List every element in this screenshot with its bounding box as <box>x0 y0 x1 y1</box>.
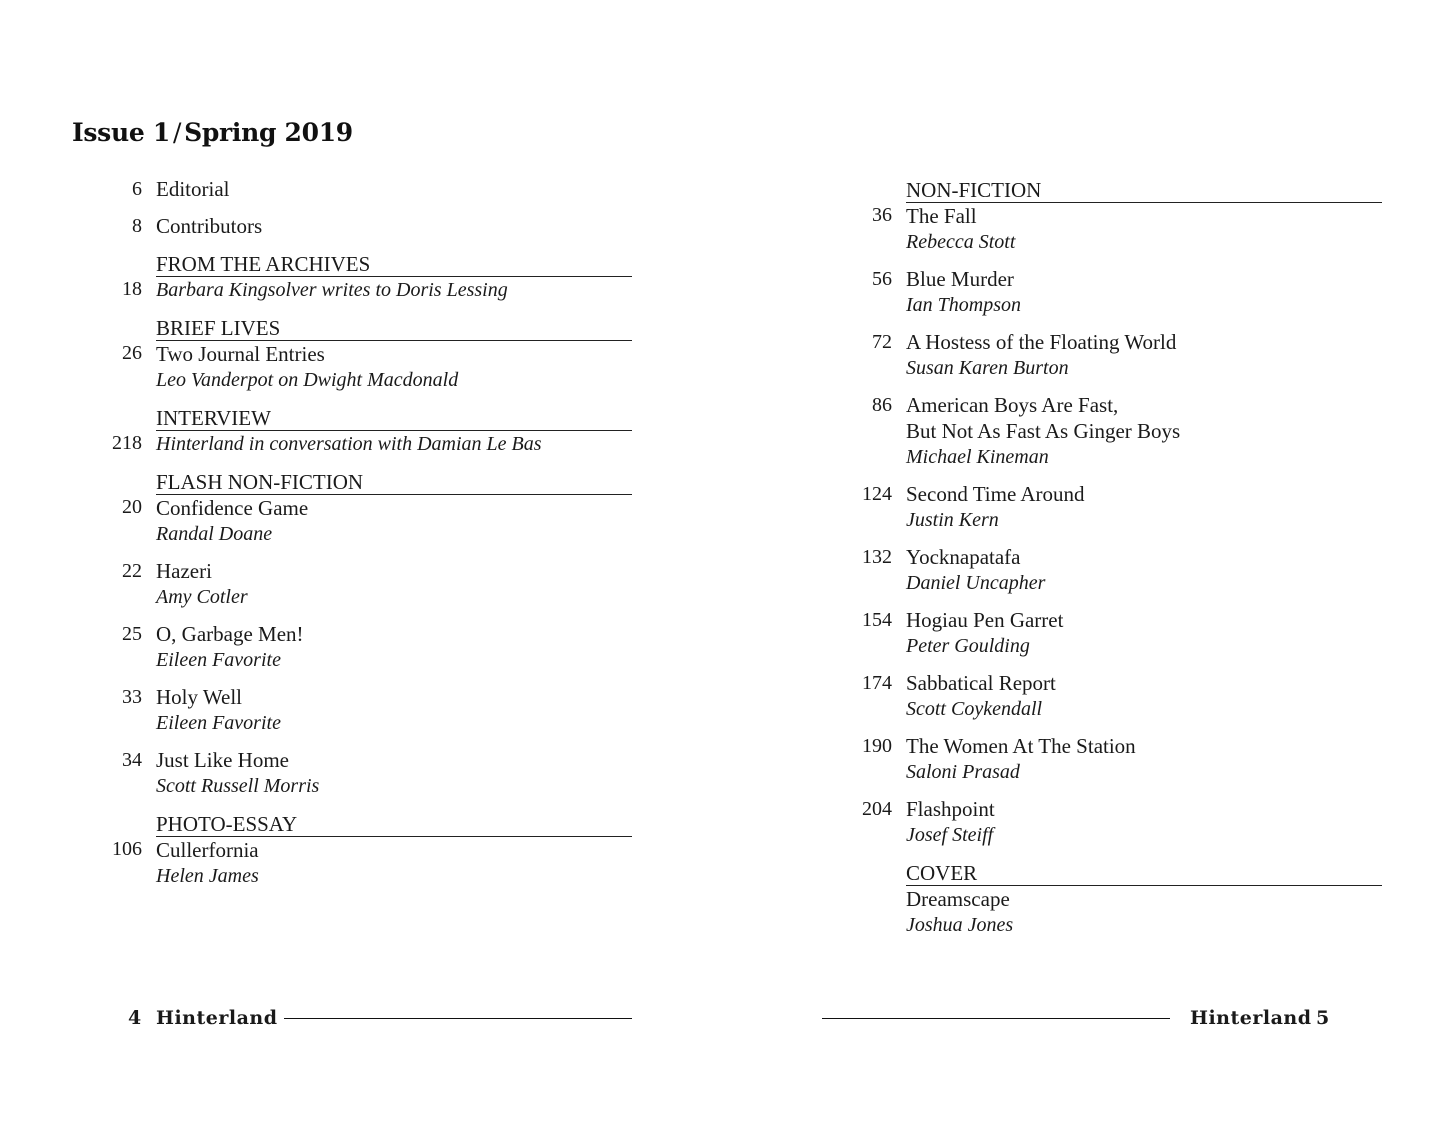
entry-title: Yocknapatafa <box>906 545 1021 569</box>
entry-author: Scott Russell Morris <box>156 775 320 797</box>
contents-entry <box>100 684 632 736</box>
section-heading: COVER <box>906 859 1382 886</box>
issue-number: Issue 1 <box>72 118 170 147</box>
page-number: 6 <box>132 178 142 200</box>
contents-entry <box>100 558 632 610</box>
issue-title <box>72 118 353 147</box>
entry-title: Contributors <box>156 214 263 238</box>
footer-rule-left <box>284 1018 632 1019</box>
entry-body <box>156 314 632 393</box>
entry-author: Josef Steiff <box>906 824 994 846</box>
contents-entry <box>100 250 632 303</box>
entry-body <box>156 747 632 799</box>
contents-entry <box>850 266 1382 318</box>
entry-title-continued: But Not As Fast As Ginger Boys <box>906 419 1181 443</box>
page-number: 36 <box>872 204 892 226</box>
entry-title: Editorial <box>156 177 230 201</box>
page-number: 190 <box>862 735 892 757</box>
entry-author: Leo Vanderpot on Dwight Macdonald <box>156 369 459 391</box>
entry-author: Peter Goulding <box>906 635 1030 657</box>
entry-author: Eileen Favorite <box>156 712 281 734</box>
page-number: 18 <box>122 278 142 300</box>
page-number-right: 5 <box>1316 1007 1331 1029</box>
entry-body <box>906 481 1382 533</box>
entry-body <box>156 684 632 736</box>
section-heading: PHOTO-ESSAY <box>156 810 632 837</box>
contents-entry <box>100 468 632 547</box>
page-number: 86 <box>872 394 892 416</box>
entry-title: Two Journal Entries <box>156 342 325 366</box>
page-number: 33 <box>122 686 142 708</box>
page-number: 132 <box>862 546 892 568</box>
entry-author: Rebecca Stott <box>906 231 1016 253</box>
contents-entry <box>100 621 632 673</box>
magazine-name-right: Hinterland <box>1190 1007 1312 1029</box>
contents-entry <box>850 329 1382 381</box>
contents-entry <box>850 670 1382 722</box>
page-number <box>850 859 906 938</box>
contents-entry <box>100 213 632 239</box>
entry-author: Eileen Favorite <box>156 649 281 671</box>
entry-title: American Boys Are Fast, <box>906 393 1119 417</box>
entry-title: Cullerfornia <box>156 838 259 862</box>
entry-author: Barbara Kingsolver writes to Doris Lessing <box>156 279 508 301</box>
title-separator: / <box>172 118 182 147</box>
footer-rule-right <box>822 1018 1170 1019</box>
page-number: 106 <box>112 838 142 860</box>
page-number: 154 <box>862 609 892 631</box>
contents-entry <box>850 481 1382 533</box>
entry-title: Blue Murder <box>906 267 1014 291</box>
section-heading: BRIEF LIVES <box>156 314 632 341</box>
entry-body <box>156 810 632 889</box>
entry-body <box>906 859 1382 938</box>
entry-title: Confidence Game <box>156 496 309 520</box>
page-number: 56 <box>872 268 892 290</box>
contents-entry <box>850 176 1382 255</box>
contents-entry <box>100 314 632 393</box>
contents-entry <box>100 810 632 889</box>
entry-body <box>906 796 1382 848</box>
entry-body <box>906 266 1382 318</box>
page-number: 20 <box>122 496 142 518</box>
footer-right <box>822 1003 1330 1033</box>
section-heading: INTERVIEW <box>156 404 632 431</box>
entry-body <box>156 621 632 673</box>
entry-author: Susan Karen Burton <box>906 357 1069 379</box>
entry-title: Hazeri <box>156 559 212 583</box>
entry-body <box>906 670 1382 722</box>
entry-body <box>156 468 632 547</box>
page-number: 204 <box>862 798 892 820</box>
contents-entry <box>850 544 1382 596</box>
entry-title: A Hostess of the Floating World <box>906 330 1177 354</box>
entry-body <box>156 176 632 202</box>
contents-left-column <box>100 176 632 900</box>
section-heading: FLASH NON-FICTION <box>156 468 632 495</box>
contents-entry <box>850 859 1382 938</box>
entry-author: Amy Cotler <box>156 586 248 608</box>
entry-body <box>906 329 1382 381</box>
entry-title: Flashpoint <box>906 797 995 821</box>
entry-author: Justin Kern <box>906 509 999 531</box>
entry-title: Second Time Around <box>906 482 1085 506</box>
section-heading: FROM THE ARCHIVES <box>156 250 632 277</box>
entry-title: Holy Well <box>156 685 242 709</box>
entry-title: Just Like Home <box>156 748 289 772</box>
entry-title: The Fall <box>906 204 977 228</box>
entry-title: Sabbatical Report <box>906 671 1056 695</box>
page-number: 26 <box>122 342 142 364</box>
entry-author: Scott Coykendall <box>906 698 1043 720</box>
entry-author: Randal Doane <box>156 523 273 545</box>
magazine-name-left: Hinterland <box>156 1007 278 1029</box>
entry-body <box>156 250 632 303</box>
entry-body <box>156 558 632 610</box>
entry-author: Helen James <box>156 865 259 887</box>
footer-left <box>100 1003 632 1033</box>
contents-entry <box>100 747 632 799</box>
contents-entry <box>850 392 1382 470</box>
entry-title: The Women At The Station <box>906 734 1136 758</box>
contents-entry <box>100 404 632 457</box>
entry-title: O, Garbage Men! <box>156 622 304 646</box>
entry-author: Hinterland in conversation with Damian Le Bas <box>156 433 542 455</box>
entry-author: Michael Kineman <box>906 446 1049 468</box>
section-heading: NON-FICTION <box>906 176 1382 203</box>
entry-body <box>156 213 632 239</box>
contents-entry <box>850 733 1382 785</box>
entry-body <box>906 733 1382 785</box>
entry-title: Hogiau Pen Garret <box>906 608 1064 632</box>
entry-author: Ian Thompson <box>906 294 1022 316</box>
contents-entry <box>100 176 632 202</box>
page-number: 34 <box>122 749 142 771</box>
issue-season: Spring 2019 <box>184 118 353 147</box>
contents-entry <box>850 607 1382 659</box>
entry-body <box>156 404 632 457</box>
page-number: 218 <box>112 432 142 454</box>
contents-entry <box>850 796 1382 848</box>
entry-author: Joshua Jones <box>906 914 1014 936</box>
entry-body <box>906 392 1382 470</box>
contents-right-column <box>850 176 1382 949</box>
entry-body <box>906 176 1382 255</box>
page-number: 25 <box>122 623 142 645</box>
entry-body <box>906 607 1382 659</box>
page-number: 22 <box>122 560 142 582</box>
entry-author: Daniel Uncapher <box>906 572 1046 594</box>
entry-title: Dreamscape <box>906 887 1010 911</box>
page-number: 8 <box>132 215 142 237</box>
page-number: 124 <box>862 483 892 505</box>
entry-body <box>906 544 1382 596</box>
entry-author: Saloni Prasad <box>906 761 1020 783</box>
page-number: 72 <box>872 331 892 353</box>
page-number-left: 4 <box>128 1007 143 1029</box>
page-number: 174 <box>862 672 892 694</box>
